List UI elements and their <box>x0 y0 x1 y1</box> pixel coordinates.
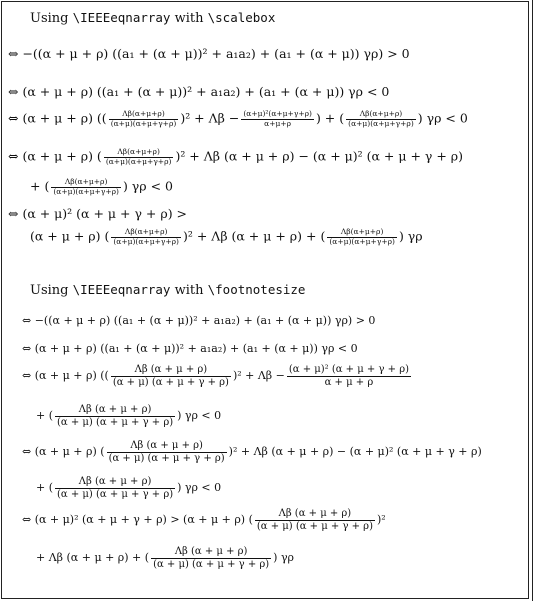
fraction: $\frac{\text{(α + μ)² (α + μ + γ + ρ)}}{\alpha + \mu + \rho}$ <box>288 364 409 388</box>
fraction: $\frac{\Lambda\beta(\alpha+\mu+\rho)}{(\alpha+\mu)(\alpha+\mu+\gamma+\rho)}$ <box>348 109 414 128</box>
equation-line-5: + ( $\frac{\Lambda\beta(\alpha+\mu+\rho)}{(\alpha+\mu)(\alpha+\mu+\gamma+\rho)}$ ) γρ < 0 <box>30 177 173 196</box>
heading-text: with <box>170 283 208 298</box>
fraction: $\frac{\Lambda\beta(\alpha+\mu+\rho)}{(\alpha+\mu)(\alpha+\mu+\gamma+\rho)}$ <box>105 147 172 166</box>
equation-line-7: ⇔ (α + μ)² (α + μ + γ + ρ) > (α + μ + ρ) ( $\frac{\Lambda\beta (\alpha + \mu + \rho)}{(\alpha + \mu) (\alpha + \mu + \gamma + \rho)}$ )² <box>22 508 386 532</box>
equation-line-4: ⇔ (α + μ + ρ) ( $\frac{\Lambda\beta(\alpha+\mu+\rho)}{(\alpha+\mu)(\alpha+\mu+\gamma+\rho)}$ )² + Λβ (α + μ + ρ) − (α + μ)² (α + μ + γ + ρ) <box>8 147 464 166</box>
equation-line-7: (α + μ + ρ) ( $\frac{\Lambda\beta(\alpha+\mu+\rho)}{(\alpha+\mu)(\alpha+\mu+\gamma+\rho)}$ )² + Λβ (α + μ + ρ) + ( $\frac{\Lambda\beta(\alpha+\mu+\rho)}{(\alpha+\mu)(\alpha+\mu+\gamma+\rho)}$ ) γρ <box>30 227 423 246</box>
equation-line-4: + ( $\frac{\Lambda\beta (\alpha + \mu + \rho)}{(\alpha + \mu) (\alpha + \mu + \gamma + \rho)}$ ) γρ < 0 <box>36 404 222 428</box>
section1-heading <box>30 10 275 26</box>
equation-line-1: ⇔ −((α + μ + ρ) ((a₁ + (α + μ))² + a₁a₂) + (a₁ + (α + μ)) γρ) > 0 <box>22 314 376 327</box>
fraction: $\frac{\Lambda\beta (\alpha + \mu + \rho)}{(\alpha + \mu) (\alpha + \mu + \gamma + \rho)}$ <box>112 364 229 388</box>
fraction: $\frac{\Lambda\beta(\alpha+\mu+\rho)}{(\alpha+\mu)(\alpha+\mu+\gamma+\rho)}$ <box>110 109 177 128</box>
equation-line-8: + Λβ (α + μ + ρ) + ( $\frac{\Lambda\beta (\alpha + \mu + \rho)}{(\alpha + \mu) (\alpha + \mu + \gamma + \rho)}$ ) γρ <box>36 546 294 570</box>
equation-line-6: + ( $\frac{\Lambda\beta (\alpha + \mu + \rho)}{(\alpha + \mu) (\alpha + \mu + \gamma + \rho)}$ ) γρ < 0 <box>36 476 222 500</box>
heading-command: \IEEEeqnarray <box>72 10 171 25</box>
heading-text: with <box>170 11 208 26</box>
heading-command: \footnotesize <box>207 282 306 297</box>
fraction: $\frac{\Lambda\beta (\alpha + \mu + \rho)}{(\alpha + \mu) (\alpha + \mu + \gamma + \rho)}$ <box>153 546 270 570</box>
heading-text: Using <box>30 11 73 26</box>
fraction: $\frac{\Lambda\beta(\alpha+\mu+\rho)}{(\alpha+\mu)(\alpha+\mu+\gamma+\rho)}$ <box>113 227 179 246</box>
fraction: $\frac{\Lambda\beta(\alpha+\mu+\rho)}{(\alpha+\mu)(\alpha+\mu+\gamma+\rho)}$ <box>53 177 119 196</box>
fraction: $\frac{\Lambda\beta (\alpha + \mu + \rho)}{(\alpha + \mu) (\alpha + \mu + \gamma + \rho)}$ <box>57 404 174 428</box>
equation-line-3: ⇔ (α + μ + ρ) (( $\frac{\Lambda\beta(\alpha+\mu+\rho)}{(\alpha+\mu)(\alpha+\mu+\gamma+\rho)}$ )² + Λβ − $\frac{\text{(α+μ)²(α+μ+γ+ρ)}}{\alpha+\mu+\rho}$ ) + ( $\frac{\Lambda\beta(\alpha+\mu+\rho)}{(\alpha+\mu)(\alpha+\mu+\gamma+\rho)}$ ) γρ < 0 <box>8 109 468 128</box>
fraction: $\frac{\Lambda\beta (\alpha + \mu + \rho)}{(\alpha + \mu) (\alpha + \mu + \gamma + \rho)}$ <box>108 440 225 464</box>
column-divider <box>532 0 533 601</box>
fraction: $\frac{\Lambda\beta (\alpha + \mu + \rho)}{(\alpha + \mu) (\alpha + \mu + \gamma + \rho)}$ <box>57 476 174 500</box>
equation-line-2: ⇔ (α + μ + ρ) ((a₁ + (α + μ))² + a₁a₂) + (a₁ + (α + μ)) γρ < 0 <box>22 342 358 355</box>
fraction: $\frac{\text{(α+μ)²(α+μ+γ+ρ)}}{\alpha+\mu+\rho}$ <box>243 109 312 128</box>
section2-heading <box>30 282 305 298</box>
fraction: $\frac{\Lambda\beta (\alpha + \mu + \rho)}{(\alpha + \mu) (\alpha + \mu + \gamma + \rho)}$ <box>256 508 373 532</box>
equation-line-5: ⇔ (α + μ + ρ) ( $\frac{\Lambda\beta (\alpha + \mu + \rho)}{(\alpha + \mu) (\alpha + \mu + \gamma + \rho)}$ )² + Λβ (α + μ + ρ) − (α + μ)² (α + μ + γ + ρ) <box>22 440 482 464</box>
equation-line-6: ⇔ (α + μ)² (α + μ + γ + ρ) > <box>8 206 188 221</box>
heading-text: Using <box>30 283 73 298</box>
heading-command: \IEEEeqnarray <box>72 282 171 297</box>
equation-line-1: ⇔ −((α + μ + ρ) ((a₁ + (α + μ))² + a₁a₂) + (a₁ + (α + μ)) γρ) > 0 <box>8 46 410 61</box>
equation-line-3: ⇔ (α + μ + ρ) (( $\frac{\Lambda\beta (\alpha + \mu + \rho)}{(\alpha + \mu) (\alpha + \mu + \gamma + \rho)}$ )² + Λβ − $\frac{\text{(α + μ)² (α + μ + γ + ρ)}}{\alpha + \mu + \rho}$ <box>22 364 409 388</box>
fraction: $\frac{\Lambda\beta(\alpha+\mu+\rho)}{(\alpha+\mu)(\alpha+\mu+\gamma+\rho)}$ <box>329 227 395 246</box>
heading-command: \scalebox <box>207 10 276 25</box>
equation-line-2: ⇔ (α + μ + ρ) ((a₁ + (α + μ))² + a₁a₂) + (a₁ + (α + μ)) γρ < 0 <box>8 84 390 99</box>
